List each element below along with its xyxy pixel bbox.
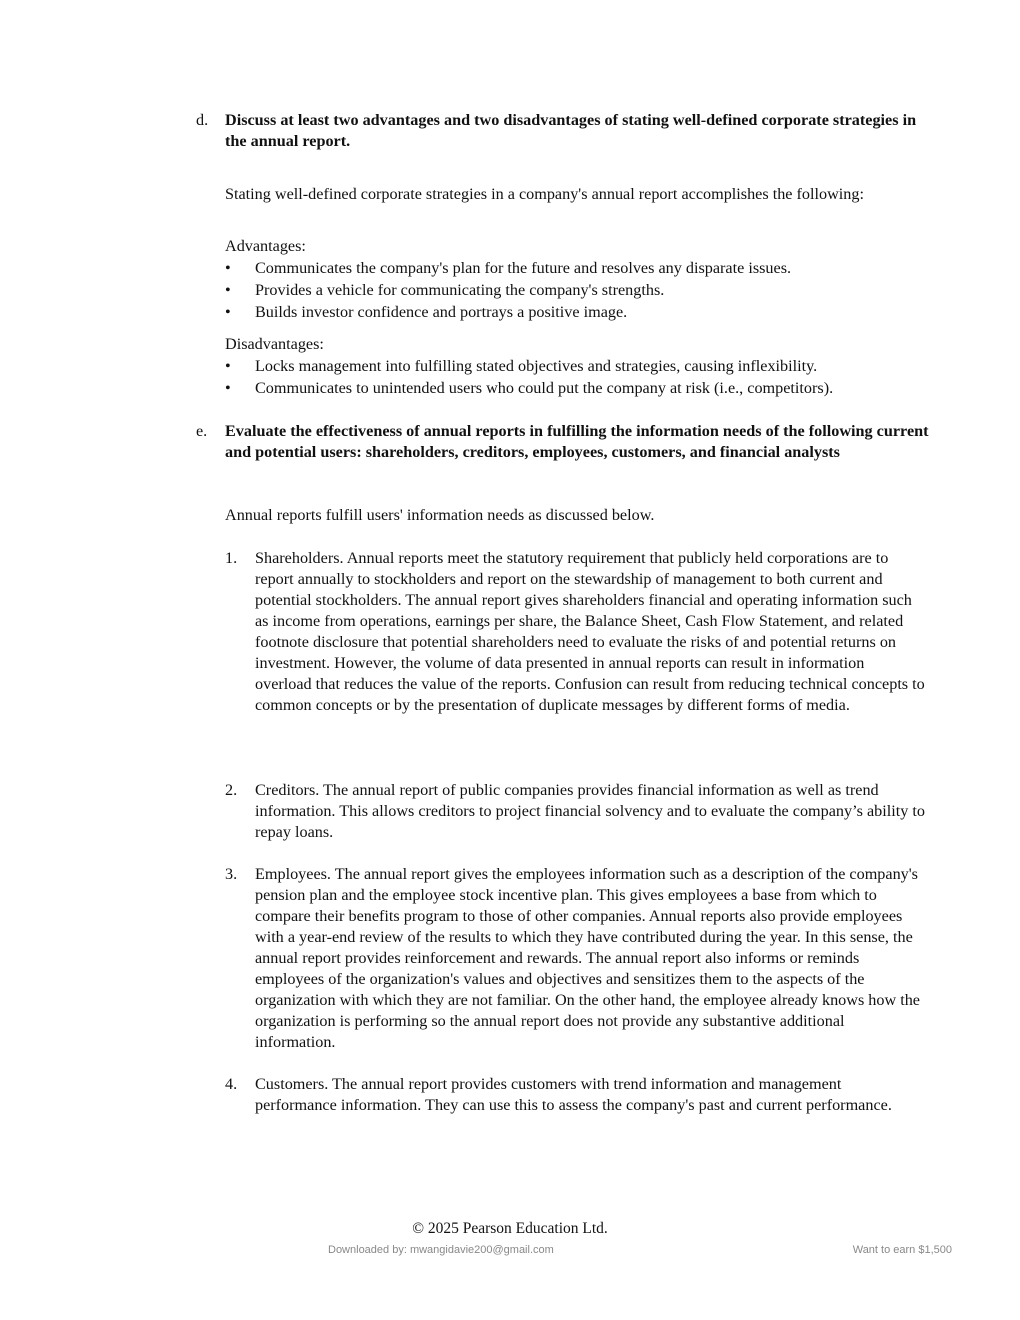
downloaded-by-text: Downloaded by: mwangidavie200@gmail.com: [328, 1244, 554, 1256]
promo-link[interactable]: Want to earn $1,500: [852, 1244, 952, 1256]
item-text: Shareholders. Annual reports meet the statutory requirement that publicly held corporations are to report annually to stockholders and report on the stewardship of management to both current and potential stockholders. The annual report gives shareholders financial and operating information such as income from operations, earnings per share, the Balance Sheet, Cash Flow Statement, and related footnote disclosure that potential shareholders need to evaluate the risks of and potential returns on investment. However, the volume of data presented in annual reports can result in information overload that reduces the value of the reports. Confusion can result from reducing technical concepts to common concepts or by the presentation of duplicate messages by different forms of media.: [255, 549, 925, 714]
item-text: Employees. The annual report gives the employees information such as a description of the company's pension plan and the employee stock incentive plan. This gives employees a base from which to compare their benefits program to those of other companies. Annual reports also provide employees with a year-end review of the results to which they have contributed during the year. In this sense, the annual report provides reinforcement and rewards. The annual report also informs or reminds employees of the organization's values and objectives and sensitizes them to the aspects of the organization with which they are not familiar. On the other hand, the employee already knows how the organization is performing so the annual report does not provide any substantive additional information.: [255, 865, 920, 1051]
numbered-item-employees: [225, 864, 925, 1053]
question-d-intro: Stating well-defined corporate strategies in a company's annual report accomplishes the following:: [225, 185, 864, 203]
numbered-item-creditors: [225, 780, 925, 843]
bullet-icon: •: [225, 379, 231, 397]
bullet-icon: •: [225, 281, 231, 299]
question-e-letter: e.: [196, 422, 208, 440]
disadvantages-list: [225, 355, 925, 399]
item-text: Customers. The annual report provides customers with trend information and management performance information. They can use this to assess the company's past and current performance.: [255, 1075, 892, 1114]
list-item: • Communicates to unintended users who could put the company at risk (i.e., competitors).: [225, 379, 834, 397]
bullet-icon: •: [225, 357, 231, 375]
numbered-item-shareholders: [225, 548, 925, 716]
bullet-icon: •: [225, 303, 231, 321]
numbered-item-customers: [225, 1074, 925, 1116]
copyright-footer: © 2025 Pearson Education Ltd.: [412, 1220, 608, 1237]
item-number: 1.: [225, 549, 238, 567]
bullet-icon: •: [225, 259, 231, 277]
item-text: Creditors. The annual report of public companies provides financial information as well as trend information. This allows creditors to project financial solvency and to evaluate the company’s ability to repay loans.: [255, 781, 925, 841]
question-d-letter: d.: [196, 111, 209, 129]
question-d-title: Discuss at least two advantages and two disadvantages of stating well-defined corporate strategies in the annual report.: [225, 111, 917, 150]
item-number: 4.: [225, 1075, 238, 1093]
item-number: 2.: [225, 781, 238, 799]
disadvantages-label: Disadvantages:: [225, 335, 324, 353]
list-item: • Builds investor confidence and portrays a positive image.: [225, 303, 628, 321]
question-e-intro: Annual reports fulfill users' information needs as discussed below.: [225, 506, 655, 524]
list-item: • Locks management into fulfilling stated objectives and strategies, causing inflexibility.: [225, 357, 818, 375]
list-item: • Provides a vehicle for communicating the company's strengths.: [225, 281, 665, 299]
item-number: 3.: [225, 865, 238, 883]
question-e-title: Evaluate the effectiveness of annual reports in fulfilling the information needs of the following current and potential users: shareholders, creditors, employees, customers, and financial analysts: [225, 422, 929, 461]
advantages-label: Advantages:: [225, 237, 306, 255]
list-item: • Communicates the company's plan for the future and resolves any disparate issues.: [225, 259, 792, 277]
advantages-list: [225, 257, 925, 323]
